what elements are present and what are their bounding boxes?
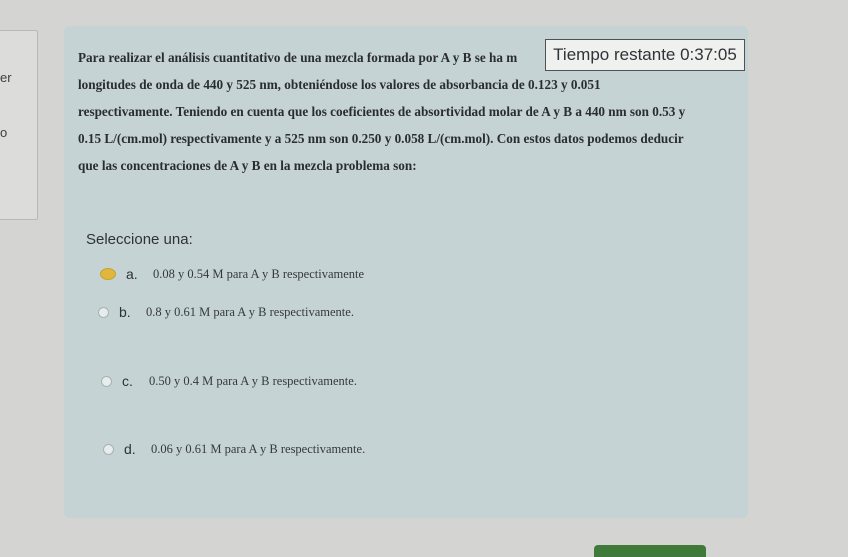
option-a[interactable]	[100, 266, 364, 282]
question-line: longitudes de onda de 440 y 525 nm, obteniéndose los valores de absorbancia de 0.123 y 0.051	[78, 77, 601, 92]
option-d-radio[interactable]	[103, 444, 114, 455]
option-b-radio[interactable]	[98, 307, 109, 318]
timer-label: Tiempo restante 0:37:05	[553, 45, 737, 64]
option-text: 0.06 y 0.61 M para A y B respectivamente.	[151, 441, 366, 456]
option-letter: b.	[119, 304, 131, 320]
question-line: que las concentraciones de A y B en la mezcla problema son:	[78, 158, 417, 173]
option-text: 0.50 y 0.4 M para A y B respectivamente.	[149, 373, 357, 388]
option-c[interactable]	[101, 373, 357, 389]
option-letter: a.	[126, 266, 138, 282]
option-text: 0.8 y 0.61 M para A y B respectivamente.	[146, 304, 354, 319]
question-line: 0.15 L/(cm.mol) respectivamente y a 525 nm son 0.250 y 0.058 L/(cm.mol). Con estos datos podemos deducir	[78, 131, 684, 146]
option-b[interactable]	[98, 304, 354, 320]
question-line: respectivamente. Teniendo en cuenta que los coeficientes de absortividad molar de A y B a 440 nm son 0.53 y	[78, 104, 686, 119]
option-letter: c.	[122, 373, 133, 389]
option-letter: d.	[124, 441, 136, 457]
next-page-button[interactable]	[594, 545, 706, 557]
option-c-radio[interactable]	[101, 376, 112, 387]
left-panel-text-top: er	[0, 70, 12, 85]
option-d[interactable]	[103, 441, 365, 457]
left-panel-text-bottom: o	[0, 125, 8, 140]
question-line: Para realizar el análisis cuantitativo de una mezcla formada por A y B se ha m	[78, 50, 518, 65]
time-remaining-timer	[545, 39, 745, 71]
select-one-prompt: Seleccione una:	[86, 231, 193, 248]
option-a-radio[interactable]	[100, 268, 116, 280]
option-text: 0.08 y 0.54 M para A y B respectivamente	[153, 266, 365, 281]
